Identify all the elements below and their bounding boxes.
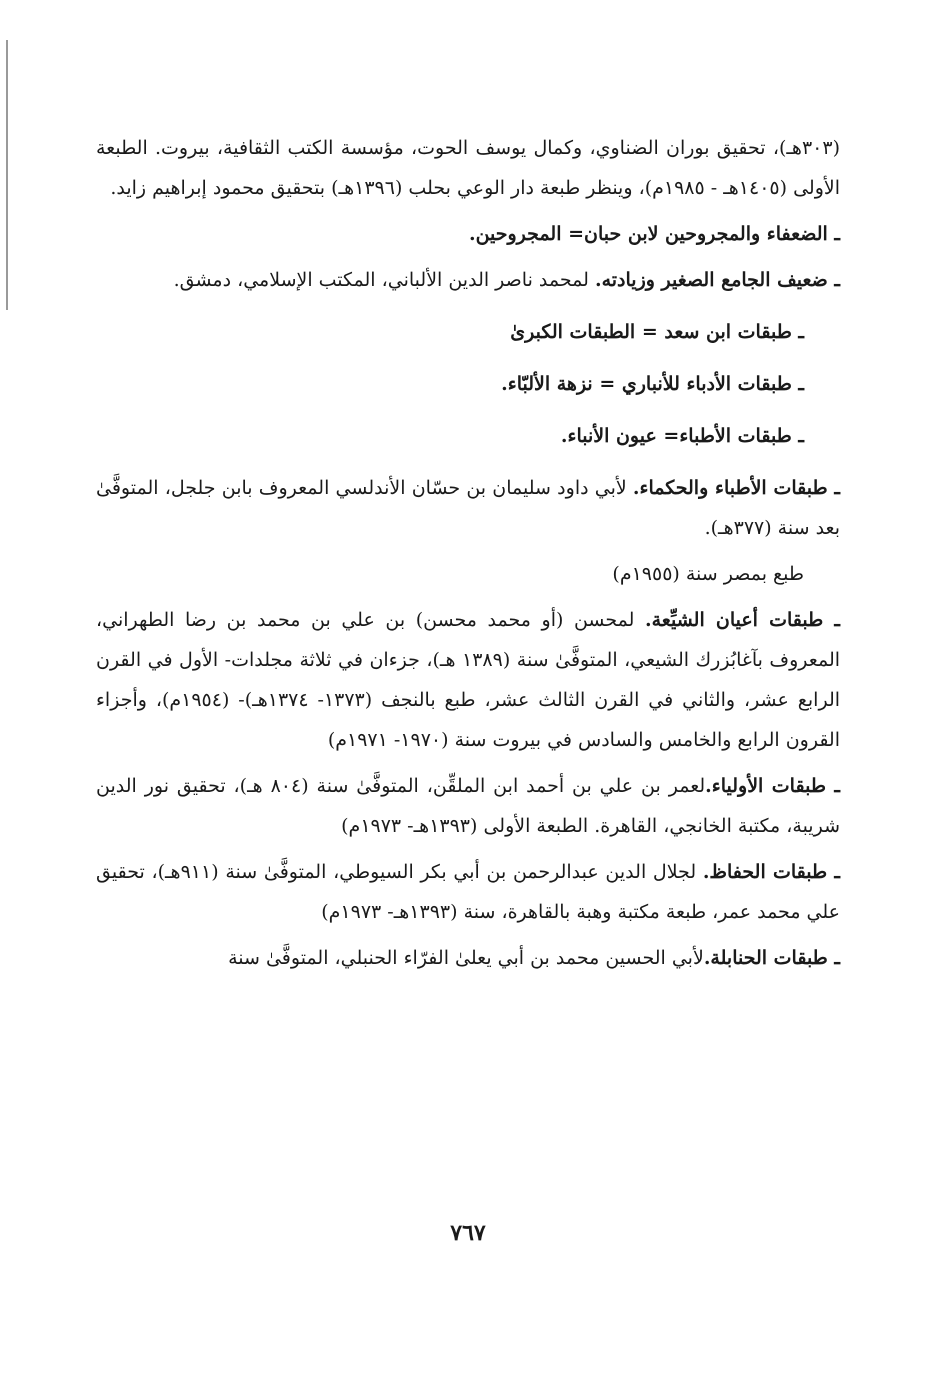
entry-tabaqat-atibba-hukama (96, 468, 840, 548)
entry-text: لأبي داود سليمان بن حسّان الأندلسي المعروف بابن جلجل، المتوفَّىٰ بعد سنة (٣٧٧هـ). (96, 477, 840, 539)
entry-text: (٣٠٣هـ)، تحقيق بوران الضناوي، وكمال يوسف الحوت، مؤسسة الكتب الثقافية، بيروت. الطبعة الأولى (١٤٠٥هـ - ١٩٨٥م)، وينظر طبعة دار الوعي بحلب (١٣٩٦هـ) بتحقيق محمود إبراهيم زايد. (96, 137, 840, 199)
entry-title: ـ طبقات الأطباء والحكماء. (632, 477, 840, 499)
entry-text: لجلال الدين عبدالرحمن بن أبي بكر السيوطي، المتوفَّىٰ سنة (٩١١هـ)، تحقيق علي محمد عمر، طبعة مكتبة وهبة بالقاهرة، سنة (١٣٩٣هـ- ١٩٧٣م) (96, 861, 840, 923)
entry-continuation (96, 128, 840, 208)
page-body (96, 128, 840, 978)
entry-tabaqat-awliya (96, 766, 840, 846)
entry-text: لعمر بن علي بن أحمد ابن الملقِّن، المتوفَّىٰ سنة (٨٠٤ هـ)، تحقيق نور الدين شريبة، مكتبة الخانجي، القاهرة. الطبعة الأولى (١٣٩٣هـ- ١٩٧٣م) (96, 775, 840, 837)
entry-title: ـ ضعيف الجامع الصغير وزيادته. (594, 269, 840, 291)
entry-title: ـ طبقات ابن سعد = الطبقات الكبرىٰ (510, 321, 804, 343)
entry-title: ـ طبقات الأطباء= عيون الأنباء. (560, 425, 804, 447)
entry-duafa (96, 214, 840, 254)
entry-title: ـ طبقات الحنابلة. (703, 947, 840, 969)
entry-title: ـ طبقات أعيان الشيِّعة. (645, 609, 840, 631)
entry-text: لمحمد ناصر الدين الألباني، المكتب الإسلامي، دمشق. (173, 269, 595, 291)
entry-title: ـ طبقات الأولياء. (705, 775, 840, 797)
entry-tabaqat-atibba (96, 416, 840, 456)
page-number: ٧٦٧ (450, 1220, 486, 1246)
entry-text: طبع بمصر سنة (١٩٥٥م) (612, 563, 804, 585)
entry-tabaqat-hanabila (96, 938, 840, 978)
entry-print-note (96, 554, 840, 594)
entry-daif-aljami (96, 260, 840, 300)
entry-tabaqat-huffaz (96, 852, 840, 932)
entry-title: ـ طبقات الأدباء للأنباري = نزهة الألبّاء. (501, 373, 804, 395)
entry-title: ـ الضعفاء والمجروحين لابن حبان= المجروحين. (468, 223, 840, 245)
entry-tabaqat-udaba (96, 364, 840, 404)
entry-ayan-shia (96, 600, 840, 760)
entry-text: لأبي الحسين محمد بن أبي يعلىٰ الفرّاء الحنبلي، المتوفَّىٰ سنة (228, 947, 704, 969)
entry-text: لمحسن (أو محمد محسن) بن علي بن محمد بن رضا الطهراني، المعروف بآغابُزرك الشيعي، المتوفَّىٰ سنة (١٣٨٩ هـ)، جزءان في ثلاثة مجلدات- الأول في القرن الرابع عشر، والثاني في القرن الثالث عشر، طبع بالنجف (١٣٧٣- ١٣٧٤هـ)- (١٩٥٤م)، وأجزاء القرون الرابع والخامس والسادس في بيروت سنة (١٩٧٠- ١٩٧١م) (96, 609, 841, 751)
entry-title: ـ طبقات الحفاظ. (702, 861, 840, 883)
entry-tabaqat-ibn-saad (96, 312, 840, 352)
binding-mark (6, 40, 8, 310)
